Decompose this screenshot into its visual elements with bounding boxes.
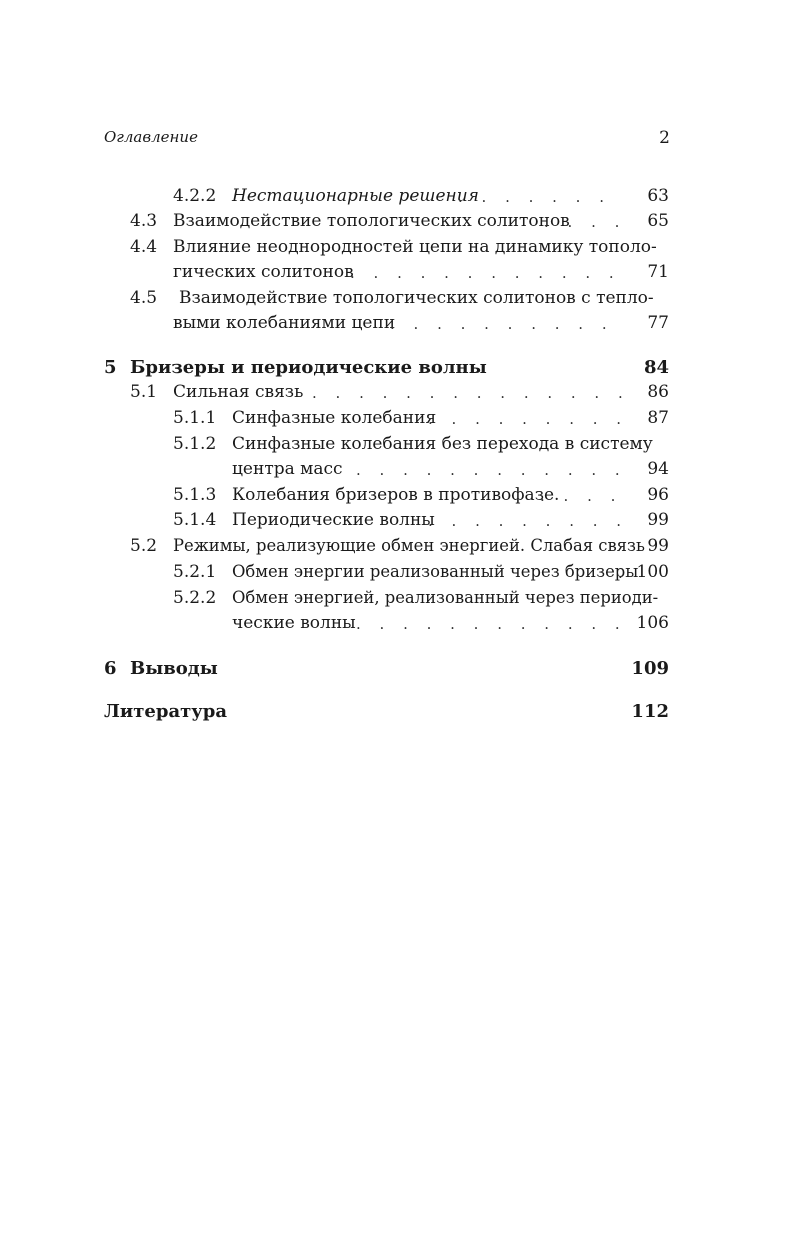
toc-entry-number: 5.1.1 bbox=[173, 408, 217, 428]
toc-entry-title: Нестационарные решения bbox=[232, 186, 479, 206]
running-header-page-number: 2 bbox=[659, 128, 670, 148]
toc-entry-title-line1: Синфазные колебания без перехода в систему bbox=[232, 434, 653, 454]
toc-entry-page: 99 bbox=[647, 536, 669, 556]
toc-chapter-page: 112 bbox=[631, 701, 669, 722]
toc-entry-page: 99 bbox=[647, 510, 669, 530]
running-header-title: Оглавление bbox=[104, 128, 198, 146]
toc-entry-page: 86 bbox=[647, 382, 669, 402]
toc-entry-title: Синфазные колебания bbox=[232, 408, 437, 428]
toc-chapter-title: Выводы bbox=[130, 658, 218, 679]
toc-entry-number: 5.2.1 bbox=[173, 562, 217, 582]
toc-entry-page: 96 bbox=[647, 485, 669, 505]
toc-dot-leader bbox=[390, 315, 624, 333]
toc-chapter-number: 5 bbox=[104, 357, 117, 378]
toc-entry-title-line1: Влияние неоднородностей цепи на динамику тополо- bbox=[173, 237, 657, 257]
toc-entry-number: 4.4 bbox=[130, 237, 158, 257]
toc-dot-leader bbox=[312, 384, 624, 402]
toc-entry-title: Периодические волны bbox=[232, 510, 435, 530]
toc-entry-number: 4.2.2 bbox=[173, 186, 217, 206]
toc-entry-number: 5.1.3 bbox=[173, 485, 217, 505]
toc-entry-title-line2: ческие волны bbox=[232, 613, 356, 633]
toc-entry-number: 5.1 bbox=[130, 382, 158, 402]
toc-entry-title-line2: выми колебаниями цепи bbox=[173, 313, 396, 333]
toc-entry-number: 5.2 bbox=[130, 536, 158, 556]
toc-dot-leader bbox=[428, 410, 624, 428]
toc-entry-title: Сильная связь bbox=[173, 382, 304, 402]
toc-dot-leader bbox=[428, 512, 624, 530]
toc-chapter-title: Бризеры и периодические волны bbox=[130, 357, 487, 378]
toc-entry-page: 63 bbox=[647, 186, 669, 206]
toc-entry-title-line1: Обмен энергией, реализованный через периоди- bbox=[232, 588, 659, 607]
toc-entry-page: 100 bbox=[636, 562, 669, 582]
toc-chapter-page: 109 bbox=[631, 658, 669, 679]
toc-entry-title: Обмен энергии реализованный через бризеры bbox=[232, 562, 639, 581]
toc-entry-page: 77 bbox=[647, 313, 669, 333]
toc-entry-number: 4.3 bbox=[130, 211, 158, 231]
toc-entry-number: 5.2.2 bbox=[173, 588, 217, 608]
toc-entry-page: 106 bbox=[636, 613, 669, 633]
toc-entry-page: 71 bbox=[647, 262, 669, 282]
toc-entry-page: 94 bbox=[647, 459, 669, 479]
toc-entry-number: 5.1.4 bbox=[173, 510, 217, 530]
toc-chapter-title: Литература bbox=[104, 701, 228, 722]
toc-entry-title: Режимы, реализующие обмен энергией. Слабая связь bbox=[173, 536, 645, 555]
toc-entry-number: 4.5 bbox=[130, 288, 158, 308]
toc-dot-leader bbox=[356, 461, 624, 479]
toc-dot-leader bbox=[350, 264, 624, 282]
toc-dot-leader bbox=[458, 188, 624, 206]
toc-entry-title-line1: Взаимодействие топологических солитонов с тепло- bbox=[179, 288, 654, 308]
toc-entry-title: Колебания бризеров в противофазе. bbox=[232, 485, 560, 505]
toc-entry-title-line2: гических солитонов bbox=[173, 262, 354, 282]
toc-entry-title: Взаимодействие топологических солитонов bbox=[173, 211, 570, 231]
toc-chapter-page: 84 bbox=[643, 357, 669, 378]
toc-entry-title-line2: центра масс bbox=[232, 459, 343, 479]
toc-dot-leader bbox=[356, 615, 620, 633]
toc-chapter-number: 6 bbox=[104, 658, 117, 679]
toc-entry-page: 87 bbox=[647, 408, 669, 428]
toc-entry-number: 5.1.2 bbox=[173, 434, 217, 454]
toc-entry-page: 65 bbox=[647, 211, 669, 231]
